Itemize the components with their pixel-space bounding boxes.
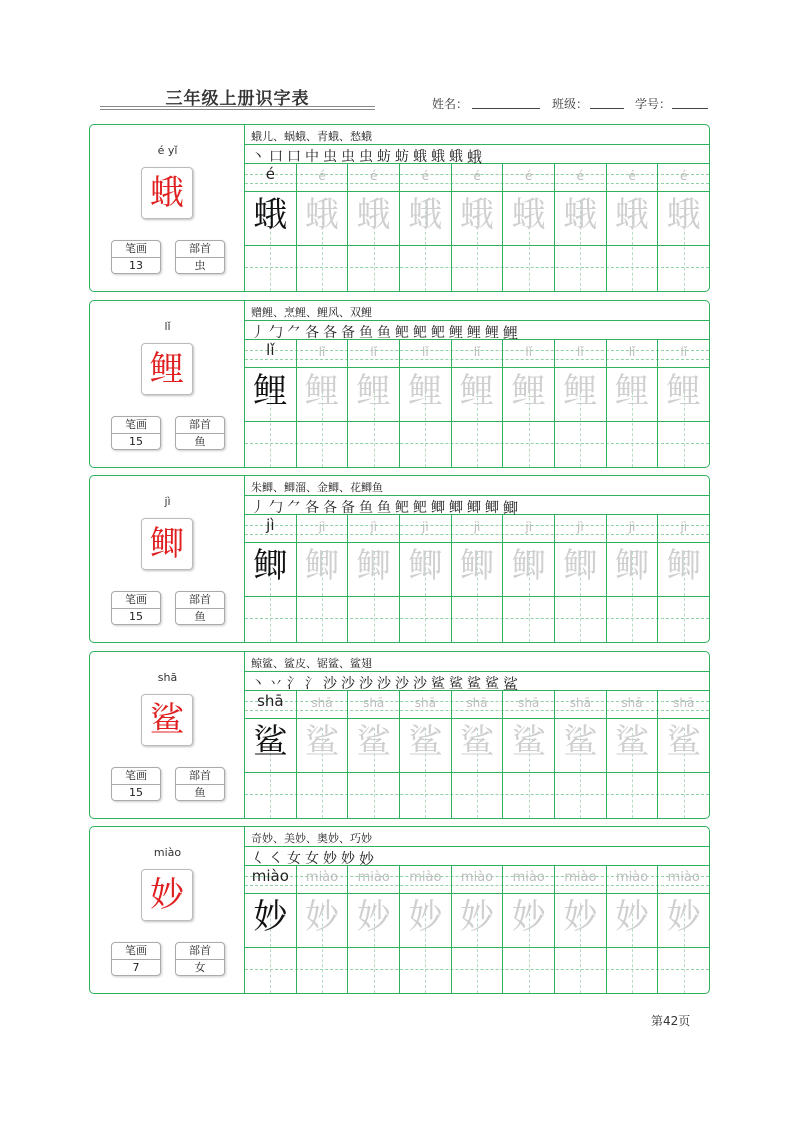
trace-character: 鲫: [356, 546, 391, 586]
practice-panel: [245, 301, 709, 467]
stroke-step: 女: [287, 851, 301, 867]
title-underline: [100, 109, 375, 110]
practice-cell[interactable]: [658, 163, 709, 291]
practice-cell[interactable]: [348, 339, 400, 467]
trace-character: 蛾: [356, 195, 391, 235]
stroke-count-value: 15: [129, 610, 143, 623]
practice-grid: [245, 339, 709, 467]
stroke-step: 各: [305, 325, 319, 341]
trace-pinyin: lǐ: [680, 345, 688, 359]
trace-pinyin: é: [680, 169, 688, 183]
trace-pinyin: é: [628, 169, 636, 183]
stroke-step: 蛾: [467, 147, 483, 166]
trace-pinyin: lǐ: [422, 345, 429, 359]
grid-pinyin: é: [265, 165, 275, 183]
example-words: 赠鲤、烹鲤、鲤风、双鲤: [251, 306, 372, 319]
stroke-count-box: [111, 591, 161, 625]
stroke-step: 丿: [251, 325, 265, 341]
practice-cell[interactable]: [503, 690, 555, 818]
grid-character: 鲫: [253, 546, 288, 586]
stroke-step: 鲨: [503, 674, 519, 693]
trace-pinyin: jì: [473, 520, 481, 534]
stroke-step: 勹: [269, 325, 283, 341]
stroke-step: 沙: [323, 676, 337, 692]
trace-pinyin: miào: [305, 870, 339, 885]
character-pinyin: jì: [164, 495, 171, 508]
stroke-step: 蛾: [431, 149, 445, 165]
practice-cell[interactable]: [503, 339, 555, 467]
stroke-step: 丿: [251, 500, 265, 516]
practice-panel: [245, 476, 709, 642]
grid-character: 妙: [253, 897, 288, 937]
stroke-step: 蛾: [413, 149, 427, 165]
radical-label: 部首: [176, 592, 224, 609]
practice-panel: [245, 652, 709, 818]
stroke-step: 沙: [413, 676, 427, 692]
radical-value: 鱼: [194, 610, 206, 623]
trace-character: 鲤: [305, 371, 339, 411]
trace-pinyin: lǐ: [525, 345, 533, 359]
trace-character: 鲨: [563, 722, 598, 762]
trace-pinyin: shā: [673, 696, 695, 710]
trace-character: 鲨: [666, 722, 701, 762]
trace-character: 鲫: [615, 546, 650, 586]
trace-pinyin: é: [525, 169, 533, 183]
practice-cell[interactable]: [503, 163, 555, 291]
stroke-step: 备: [341, 500, 355, 516]
stroke-step: 各: [305, 500, 319, 516]
stroke-step: ⺈: [287, 500, 301, 516]
stroke-count-value: 15: [129, 435, 143, 448]
practice-cell[interactable]: [297, 339, 349, 467]
practice-cell[interactable]: [452, 690, 504, 818]
stroke-step: 鱼: [359, 325, 373, 341]
trace-pinyin: é: [421, 169, 430, 183]
character-info-panel: [90, 827, 245, 993]
character-row: [89, 300, 710, 468]
name-label: 姓名：: [432, 97, 469, 111]
grid-character: 鲤: [253, 371, 288, 411]
trace-pinyin: miào: [667, 870, 700, 885]
trace-pinyin: jì: [370, 520, 378, 534]
practice-cell[interactable]: [400, 865, 452, 993]
trace-pinyin: jì: [525, 520, 533, 534]
stroke-step: 沙: [359, 676, 373, 692]
character-row: [89, 124, 710, 292]
radical-box: [175, 942, 225, 976]
character-display: 鲤: [141, 343, 193, 395]
stroke-step: 鲨: [467, 676, 481, 692]
stroke-count-value: 7: [132, 961, 140, 974]
stroke-step: 蚄: [377, 149, 391, 165]
radical-label: 部首: [176, 943, 224, 960]
trace-pinyin: shā: [363, 696, 385, 710]
grid-line: [245, 846, 709, 847]
stroke-count-value: 13: [129, 259, 143, 272]
trace-character: 鲤: [511, 371, 546, 411]
stroke-step: 氵: [287, 676, 301, 692]
practice-cell[interactable]: [348, 865, 400, 993]
stroke-step: 虫: [323, 149, 337, 165]
stroke-step: 各: [323, 500, 337, 516]
radical-label: 部首: [176, 417, 224, 434]
trace-pinyin: shā: [569, 696, 591, 710]
practice-cell[interactable]: [400, 163, 452, 291]
stroke-step: 沙: [395, 676, 409, 692]
grid-pinyin: jì: [266, 516, 275, 534]
practice-cell[interactable]: [607, 690, 659, 818]
model-cell: [245, 339, 297, 467]
practice-cell[interactable]: [658, 514, 709, 642]
trace-pinyin: lǐ: [628, 345, 636, 359]
class-field[interactable]: [590, 108, 624, 109]
stroke-count-label: 笔画: [112, 768, 160, 785]
trace-character: 妙: [615, 897, 650, 937]
stroke-step: 鲤: [449, 325, 463, 341]
grid-character: 鲨: [253, 722, 288, 762]
radical-value: 鱼: [194, 435, 206, 448]
stroke-step: 鱼: [359, 500, 373, 516]
stroke-step: 鲃: [395, 325, 409, 341]
stroke-step: 虫: [341, 149, 355, 165]
trace-pinyin: miào: [460, 870, 494, 885]
stroke-count-box: [111, 942, 161, 976]
character-pinyin: lǐ: [164, 320, 171, 333]
trace-pinyin: jì: [577, 520, 584, 534]
radical-label: 部首: [176, 768, 224, 785]
stroke-step: 鲃: [395, 500, 409, 516]
trace-pinyin: é: [369, 169, 378, 183]
stroke-step: ㇛: [269, 851, 283, 867]
practice-cell[interactable]: [607, 514, 659, 642]
example-words: 朱鲫、鲫溜、金鲫、花鲫鱼: [251, 481, 383, 494]
grid-pinyin: shā: [257, 692, 284, 710]
stroke-step: 鲤: [503, 323, 519, 342]
stroke-step: 丷: [269, 676, 283, 692]
stroke-count-label: 笔画: [112, 417, 160, 434]
trace-character: 妙: [666, 897, 701, 937]
practice-grid: [245, 514, 709, 642]
character-display: 鲨: [141, 694, 193, 746]
practice-cell[interactable]: [555, 339, 607, 467]
stroke-step: 鲨: [431, 676, 445, 692]
stroke-step: 鲨: [449, 676, 463, 692]
trace-pinyin: é: [473, 169, 481, 183]
practice-cell[interactable]: [503, 514, 555, 642]
stroke-step: 备: [341, 325, 355, 341]
practice-cell[interactable]: [452, 163, 504, 291]
trace-character: 鲫: [666, 546, 701, 586]
character-pinyin: shā: [157, 671, 178, 684]
character-row: [89, 651, 710, 819]
trace-character: 鲫: [563, 546, 598, 586]
trace-character: 鲫: [511, 546, 546, 586]
trace-character: 鲨: [511, 722, 546, 762]
practice-panel: [245, 827, 709, 993]
trace-character: 妙: [305, 897, 339, 937]
trace-character: 蛾: [511, 195, 546, 235]
trace-character: 鲤: [356, 371, 391, 411]
stroke-step: 丶: [251, 149, 265, 165]
stroke-step: 妙: [323, 851, 337, 867]
stroke-step: 𡿨: [251, 851, 265, 867]
character-info-panel: [90, 652, 245, 818]
radical-label: 部首: [176, 241, 224, 258]
practice-cell[interactable]: [555, 690, 607, 818]
trace-pinyin: miào: [512, 870, 545, 885]
character-info-panel: [90, 125, 245, 291]
model-cell: [245, 514, 297, 642]
example-words: 鲸鲨、鲨皮、锯鲨、鲨翅: [251, 657, 372, 670]
trace-character: 妙: [563, 897, 598, 937]
radical-box: [175, 416, 225, 450]
practice-cell[interactable]: [503, 865, 555, 993]
trace-pinyin: shā: [621, 696, 643, 710]
trace-pinyin: jì: [318, 520, 326, 534]
trace-character: 鲤: [460, 371, 495, 411]
trace-character: 鲫: [305, 546, 339, 586]
stroke-step: 口: [287, 149, 301, 165]
model-cell: [245, 163, 297, 291]
trace-character: 妙: [511, 897, 546, 937]
trace-character: 鲨: [615, 722, 650, 762]
student-id-field[interactable]: [672, 108, 708, 109]
stroke-step: 鲃: [413, 325, 427, 341]
practice-cell[interactable]: [555, 163, 607, 291]
character-info-panel: [90, 476, 245, 642]
trace-pinyin: lǐ: [318, 345, 326, 359]
practice-cell[interactable]: [348, 163, 400, 291]
trace-pinyin: é: [576, 169, 585, 183]
practice-panel: [245, 125, 709, 291]
stroke-step: 鲤: [467, 325, 481, 341]
stroke-step: 鲃: [413, 500, 427, 516]
stroke-step: 蚄: [395, 149, 409, 165]
stroke-step: 沙: [377, 676, 391, 692]
trace-character: 鲨: [356, 722, 391, 762]
grid-line: [245, 671, 709, 672]
stroke-step: 鲫: [503, 498, 519, 517]
stroke-count-box: [111, 240, 161, 274]
example-words: 蛾儿、蜗蛾、青蛾、愁蛾: [251, 130, 372, 143]
stroke-step: 鲫: [431, 500, 445, 516]
trace-pinyin: lǐ: [473, 345, 481, 359]
practice-cell[interactable]: [555, 865, 607, 993]
trace-character: 妙: [356, 897, 391, 937]
student-id-label: 学号：: [635, 97, 672, 111]
character-display: 蛾: [141, 167, 193, 219]
trace-character: 蛾: [666, 195, 701, 235]
stroke-step: 口: [269, 149, 283, 165]
stroke-step: 女: [305, 851, 319, 867]
trace-character: 鲨: [460, 722, 495, 762]
stroke-step: 鲫: [449, 500, 463, 516]
grid-line: [245, 320, 709, 321]
practice-cell[interactable]: [400, 690, 452, 818]
practice-cell[interactable]: [452, 339, 504, 467]
practice-cell[interactable]: [452, 865, 504, 993]
trace-character: 妙: [408, 897, 443, 937]
radical-box: [175, 767, 225, 801]
character-row: [89, 826, 710, 994]
trace-pinyin: jì: [422, 520, 429, 534]
grid-pinyin: lǐ: [266, 341, 275, 359]
character-display: 妙: [141, 869, 193, 921]
practice-cell[interactable]: [658, 865, 709, 993]
trace-pinyin: jì: [680, 520, 688, 534]
stroke-step: 沙: [341, 676, 355, 692]
trace-pinyin: lǐ: [577, 345, 584, 359]
stroke-count-box: [111, 767, 161, 801]
stroke-count-label: 笔画: [112, 943, 160, 960]
character-pinyin: é yǐ: [157, 144, 178, 157]
practice-cell[interactable]: [297, 865, 349, 993]
practice-cell[interactable]: [607, 339, 659, 467]
stroke-step: 虫: [359, 149, 373, 165]
trace-character: 鲤: [615, 371, 650, 411]
stroke-step: 鲃: [431, 325, 445, 341]
trace-character: 鲫: [408, 546, 443, 586]
practice-cell[interactable]: [400, 339, 452, 467]
page-number: 第42页: [651, 1014, 691, 1028]
stroke-count-box: [111, 416, 161, 450]
trace-character: 鲤: [563, 371, 598, 411]
stroke-step: 中: [305, 149, 319, 165]
stroke-step: 鲨: [485, 676, 499, 692]
trace-character: 蛾: [305, 195, 339, 235]
practice-grid: [245, 865, 709, 993]
grid-pinyin: miào: [251, 867, 289, 885]
stroke-step: 鱼: [377, 500, 391, 516]
trace-pinyin: miào: [409, 870, 442, 885]
model-cell: [245, 865, 297, 993]
worksheet-title: 三年级上册识字表: [165, 89, 310, 109]
character-pinyin: miào: [153, 846, 182, 859]
stroke-count-label: 笔画: [112, 592, 160, 609]
trace-character: 妙: [460, 897, 495, 937]
stroke-step: 丶: [251, 676, 265, 692]
class-label: 班级：: [552, 97, 589, 111]
stroke-step: 鱼: [377, 325, 391, 341]
trace-character: 鲤: [666, 371, 701, 411]
practice-cell[interactable]: [658, 690, 709, 818]
trace-character: 蛾: [563, 195, 598, 235]
practice-cell[interactable]: [607, 163, 659, 291]
stroke-step: 勹: [269, 500, 283, 516]
title-underline: [100, 106, 375, 107]
grid-line: [245, 495, 709, 496]
practice-cell[interactable]: [400, 514, 452, 642]
practice-cell[interactable]: [555, 514, 607, 642]
stroke-step: 蛾: [449, 149, 463, 165]
radical-box: [175, 591, 225, 625]
trace-character: 鲨: [408, 722, 443, 762]
stroke-step: 鲫: [485, 500, 499, 516]
name-field[interactable]: [472, 108, 540, 109]
practice-cell[interactable]: [348, 690, 400, 818]
trace-pinyin: shā: [311, 696, 333, 710]
radical-value: 鱼: [194, 786, 206, 799]
character-info-panel: [90, 301, 245, 467]
stroke-step: ⺈: [287, 325, 301, 341]
trace-character: 鲫: [460, 546, 495, 586]
practice-cell[interactable]: [297, 690, 349, 818]
grid-character: 蛾: [253, 195, 288, 235]
trace-pinyin: é: [318, 169, 326, 183]
trace-pinyin: shā: [518, 696, 540, 710]
stroke-count-value: 15: [129, 786, 143, 799]
example-words: 奇妙、美妙、奥妙、巧妙: [251, 832, 372, 845]
trace-pinyin: miào: [357, 870, 390, 885]
practice-cell[interactable]: [348, 514, 400, 642]
practice-grid: [245, 163, 709, 291]
radical-value: 女: [194, 961, 206, 974]
practice-cell[interactable]: [658, 339, 709, 467]
stroke-step: 各: [323, 325, 337, 341]
practice-cell[interactable]: [297, 163, 349, 291]
trace-character: 鲤: [408, 371, 443, 411]
radical-value: 虫: [194, 259, 206, 272]
character-display: 鲫: [141, 518, 193, 570]
stroke-step: 妙: [359, 849, 375, 868]
stroke-step: 妙: [341, 851, 355, 867]
stroke-count-label: 笔画: [112, 241, 160, 258]
trace-pinyin: miào: [615, 870, 649, 885]
practice-grid: [245, 690, 709, 818]
character-row: [89, 475, 710, 643]
trace-pinyin: miào: [564, 870, 597, 885]
stroke-step: 氵: [305, 676, 319, 692]
stroke-step: 鲫: [467, 500, 481, 516]
trace-pinyin: lǐ: [370, 345, 378, 359]
radical-box: [175, 240, 225, 274]
trace-pinyin: shā: [414, 696, 436, 710]
trace-character: 鲨: [305, 722, 339, 762]
trace-pinyin: shā: [466, 696, 488, 710]
practice-cell[interactable]: [297, 514, 349, 642]
stroke-step: 鲤: [485, 325, 499, 341]
trace-character: 蛾: [460, 195, 495, 235]
trace-character: 蛾: [408, 195, 443, 235]
trace-character: 蛾: [615, 195, 650, 235]
model-cell: [245, 690, 297, 818]
practice-cell[interactable]: [452, 514, 504, 642]
trace-pinyin: jì: [628, 520, 636, 534]
practice-cell[interactable]: [607, 865, 659, 993]
